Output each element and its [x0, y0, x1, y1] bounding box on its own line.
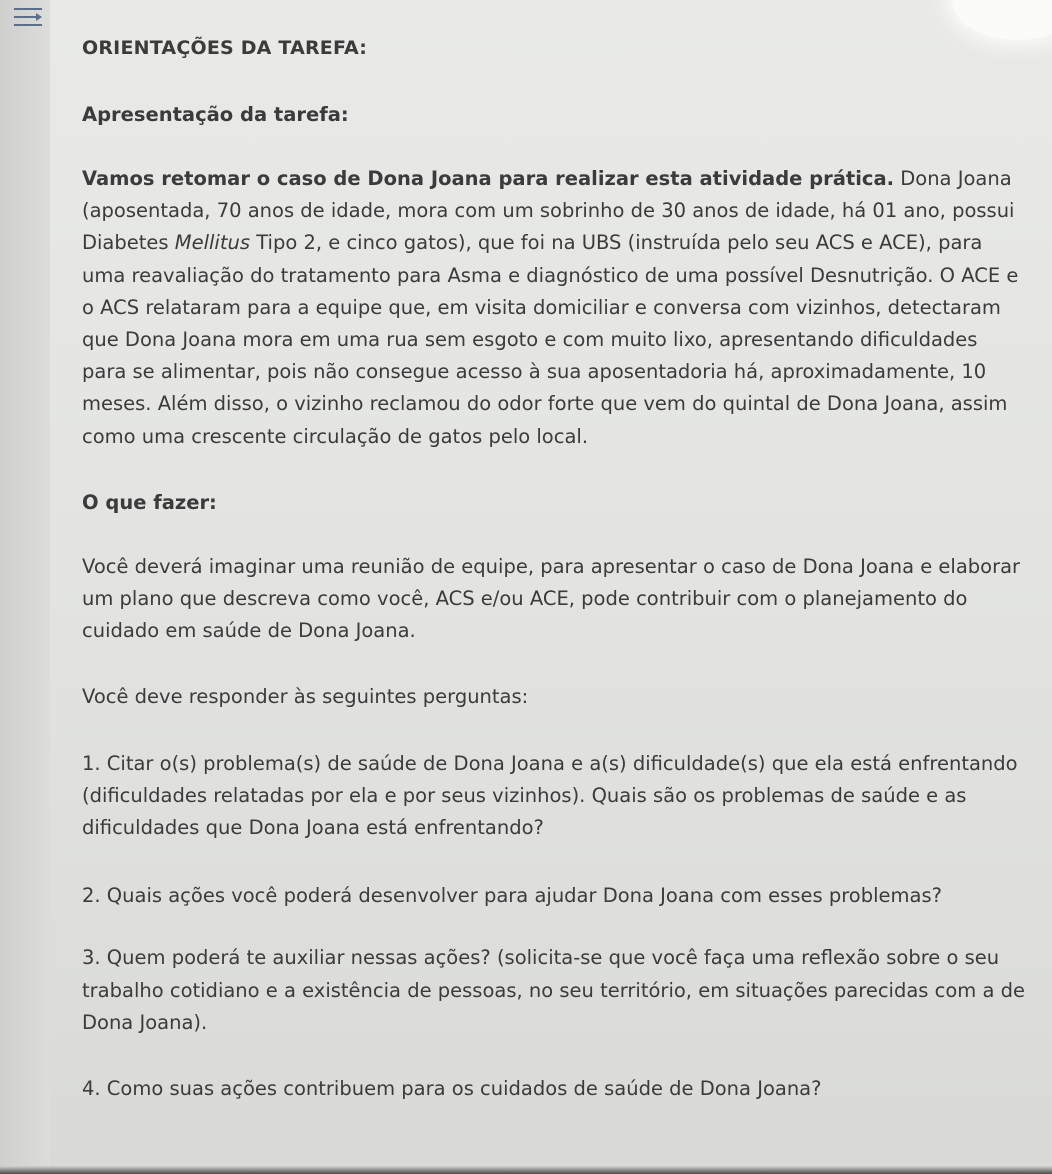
- expand-right-icon[interactable]: [12, 6, 44, 28]
- question-2: 2. Quais ações você poderá desenvolver para ajudar Dona Joana com esses problemas?: [82, 884, 942, 908]
- case-text-part2: Tipo 2, e cinco gatos), que foi na UBS (instruída pelo seu ACS e ACE), para uma reavaliação do tratamento para Asma e diagnóstico de uma possível Desnutrição. O ACE e o ACS relataram para a equipe que, em visita domiciliar e conversa com vizinhos, detectaram que Dona Joana mora em uma rua sem esgoto e com muito lixo, apresentando dificuldades para se alimentar, pois não consegue acesso à sua aposentadoria há, aproximadamente, 10 meses. Além disso, o vizinho reclamou do odor forte que vem do quintal de Dona Joana, assim como uma crescente circulação de gatos pelo local.: [82, 231, 1019, 448]
- what-to-do-heading: O que fazer:: [82, 490, 217, 514]
- questions-intro: Você deve responder às seguintes perguntas:: [82, 685, 529, 709]
- left-margin-strip: [0, 0, 50, 1174]
- task-content: [82, 34, 1027, 1105]
- question-3: 3. Quem poderá te auxiliar nessas ações? (solicita-se que você faça uma reflexão sobre o seu trabalho cotidiano e a existência de pessoas, no seu território, em situações parecidas com a de Dona Joana).: [82, 946, 1026, 1034]
- screen-bottom-edge: [0, 1166, 1052, 1174]
- question-1: 1. Citar o(s) problema(s) de saúde de Dona Joana e a(s) dificuldade(s) que ela está enfrentando (dificuldades relatadas por ela e por seus vizinhos). Quais são os problemas de saúde e as dificuldades que Dona Joana está enfrentando?: [82, 751, 1018, 840]
- what-to-do-text: Você deverá imaginar uma reunião de equipe, para apresentar o caso de Dona Joana e elaborar um plano que descreva como você, ACS e/ou ACE, pode contribuir com o planejamento do cuidado em saúde de Dona Joana.: [82, 554, 1021, 643]
- question-4: 4. Como suas ações contribuem para os cuidados de saúde de Dona Joana?: [82, 1077, 822, 1101]
- presentation-heading: Apresentação da tarefa:: [82, 103, 349, 126]
- case-intro-bold: Vamos retomar o caso de Dona Joana para realizar esta atividade prática.: [82, 167, 895, 190]
- case-text-part1: Dona Joana (aposentada, 70 anos de idade, mora com um sobrinho de 30 anos de idade, há 01 ano, possui Diabetes: [82, 167, 1015, 255]
- case-description: [82, 163, 1027, 453]
- task-title: ORIENTAÇÕES DA TAREFA:: [82, 37, 368, 59]
- case-text-italic: Mellitus: [174, 231, 251, 255]
